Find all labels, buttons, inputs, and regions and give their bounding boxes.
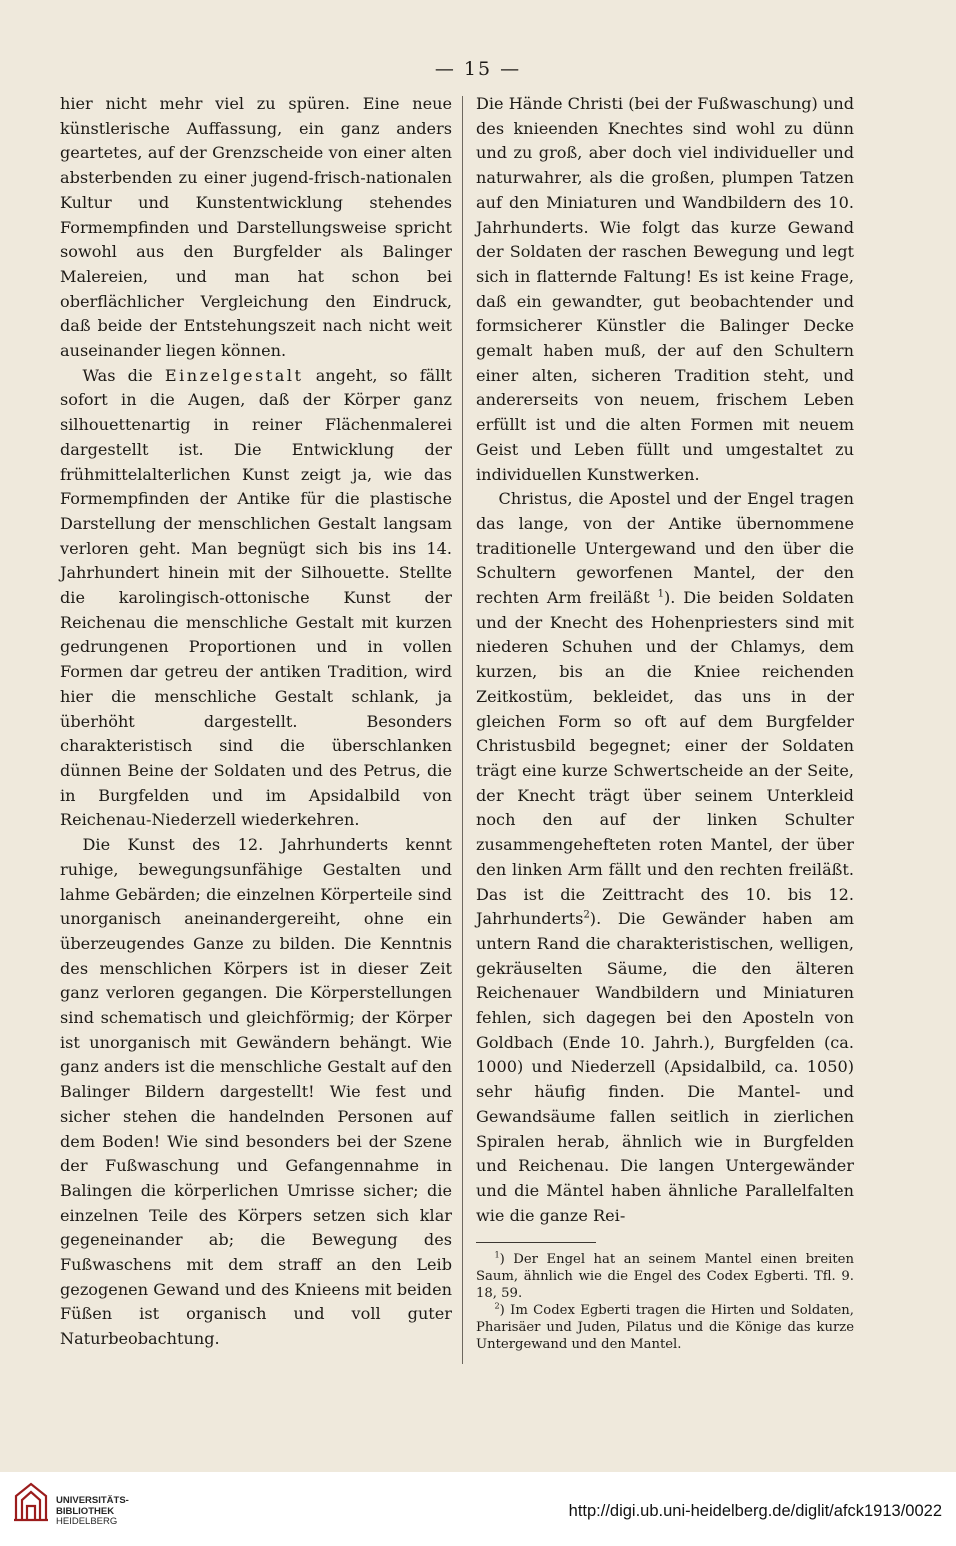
library-footer: [0, 1472, 956, 1546]
right-paragraph-2-b: ). Die beiden Soldaten und der Knecht des Hohenpriesters sind mit niederen Schuhen und der Chlamys, dem kurzen, bis an die Kniee reichenden Zeitkostüm, bekleidet, das uns in der gleichen Form so oft auf dem Burgfelder Christusbild begegnet; einer der Soldaten trägt eine kurze Schwertscheide an der Seite, der Knecht trägt über seinem Unterkleid noch den auf der linken Schulter zusammengehefteten roten Mantel, der über den linken Arm fällt und den rechten freiläßt. Das ist die Zeittracht des 10. bis 12. Jahrhunderts: [476, 588, 854, 929]
footnote-1-text: ) Der Engel hat an seinem Mantel einen breiten Saum, ähnlich wie die Engel des Codex Egberti. Tfl. 9. 18, 59.: [476, 1252, 854, 1302]
right-paragraph-1: Die Hände Christi (bei der Fußwaschung) und des knieenden Knechtes sind wohl zu dünn und zu groß, aber doch viel individueller und naturwahrer, als die großen, plumpen Tatzen auf den Miniaturen und Wandbildern des 10. Jahrhunderts. Wie folgt das kurze Gewand der Soldaten der raschen Bewegung und legt sich in flatternde Faltung! Es ist keine Frage, daß ein gewandter, gut beobachtender und formsicherer Künstler die Balinger Decke gemalt haben muß, der auf den Schultern einer alten, sicheren Tradition steht, und andererseits von neuem, frischem Leben erfüllt ist und die alten Formen mit neuem Geist und Leben füllt und umgestaltet zu individuellen Kunstwerken.: [476, 94, 854, 484]
university-seal-icon: [12, 1480, 50, 1524]
library-name-line-3: HEIDELBERG: [56, 1516, 118, 1527]
footnote-2-mark: 2: [494, 1300, 500, 1311]
left-paragraph-2-rest: angeht, so fällt sofort in die Augen, daß der Körper ganz silhouettenartig in reiner Flächenmalerei dargestellt ist. Die Entwicklung der frühmittelalterlichen Kunst zeigt ja, wie das Formempfinden der Antike für die plastische Darstellung der menschlichen Gestalt langsam verloren geht. Man begnügt sich bis ins 14. Jahrhundert hinein mit der Silhouette. Stellte die karolingisch-ottonische Kunst der Reichenau die menschliche Gestalt mit kurzen gedrungenen Proportionen und in vollen Formen dar getreu der antiken Tradition, wird hier die menschliche Gestalt schlank, ja überhöht dargestellt. Besonders charakteristisch sind die überschlanken dünnen Beine der Soldaten und des Petrus, die in Burgfelden und im Apsidalbild von Reichenau-Niederzell wiederkehren.: [60, 365, 453, 830]
right-column: [476, 92, 854, 1353]
footnotes: [476, 1251, 854, 1353]
left-paragraph-1: hier nicht mehr viel zu spüren. Eine neue künstlerische Auffassung, ein ganz anders geartetes, auf der Grenzscheide von einer alten absterbenden zu einer jugend-frisch-nationalen Kultur und Kunstentwicklung stehendes Formempfinden und Darstellungsweise spricht sowohl aus den Burgfelder als Balinger Malereien, und man hat schon bei oberflächlicher Vergleichung den Eindruck, daß beide der Entstehungszeit nach nicht weit auseinander liegen können.: [60, 94, 452, 361]
source-url-link[interactable]: http://digi.ub.uni-heidelberg.de/diglit/afck1913/0022: [568, 1502, 942, 1520]
library-name: [56, 1496, 129, 1528]
left-paragraph-2: [60, 364, 452, 833]
library-name-line-2: BIBLIOTHEK: [56, 1505, 115, 1517]
spaced-term: Einzelgestalt: [164, 365, 304, 385]
footnote-2-text: ) Im Codex Egberti tragen die Hirten und Soldaten, Pharisäer und Juden, Pilatus und die Könige das kurze Untergewand und den Mantel.: [476, 1303, 854, 1353]
library-name-line-1: UNIVERSITÄTS-: [56, 1495, 129, 1506]
footnote-1: [476, 1251, 854, 1302]
footnote-2: [476, 1302, 854, 1353]
left-paragraph-2-start: Was die: [82, 365, 153, 385]
right-paragraph-2-c: ). Die Gewänder haben am untern Rand die charakteristischen, welligen, gekräuselten Säume, die den älteren Reichenauer Wandbildern und Miniaturen fehlen, sich dagegen bei den Aposteln von Goldbach (Ende 10. Jahrh.), Burgfelden (ca. 1000) und Niederzell (Apsidalbild, ca. 1050) sehr häufig finden. Die Mantel- und Gewandsäume fallen seitlich in zierlichen Spiralen herab, ähnlich wie in Burgfelden und Reichenau. Die langen Untergewänder und die Mäntel haben ähnliche Parallelfalten wie die ganze Rei-: [476, 909, 854, 1225]
left-paragraph-3: Die Kunst des 12. Jahrhunderts kennt ruhige, bewegungsunfähige Gestalten und lahme Gebärden; die einzelnen Körperteile sind unorganisch aneinandergereiht, ohne ein überzeugendes Ganze zu bilden. Die Kenntnis des menschlichen Körpers ist in dieser Zeit ganz verloren gegangen. Die Körperstellungen sind schematisch und gleichförmig; der Körper ist unorganisch mit Gewändern behängt. Wie ganz anders ist die menschliche Gestalt auf den Balinger Bildern dargestellt! Wie fest und sicher stehen die handelnden Personen auf dem Boden! Wie sind besonders bei der Szene der Fußwaschung und Gefangennahme in Balingen die körperlichen Umrisse sicher; die einzelnen Teile des Körpers setzen sich klar gegeneinander ab; die Bewegung des Fußwaschens mit dem straff an den Leib gezogenen Gewand und des Knieens mit beiden Füßen ist organisch und voll guter Naturbeobachtung.: [60, 835, 452, 1349]
footnote-ref-1: 1: [657, 588, 664, 600]
footnote-ref-2: 2: [583, 909, 590, 921]
left-column: [60, 92, 452, 1352]
column-divider: [462, 96, 463, 1364]
right-paragraph-2-a: Christus, die Apostel und der Engel tragen das lange, von der Antike übernommene traditionelle Untergewand und den über die Schultern geworfenen Mantel, der den rechten Arm freiläßt: [476, 489, 854, 608]
footnote-1-mark: 1: [494, 1249, 500, 1260]
footnote-rule: [476, 1242, 596, 1243]
page-number: — 15 —: [434, 58, 522, 80]
right-paragraph-2: [476, 487, 854, 1228]
